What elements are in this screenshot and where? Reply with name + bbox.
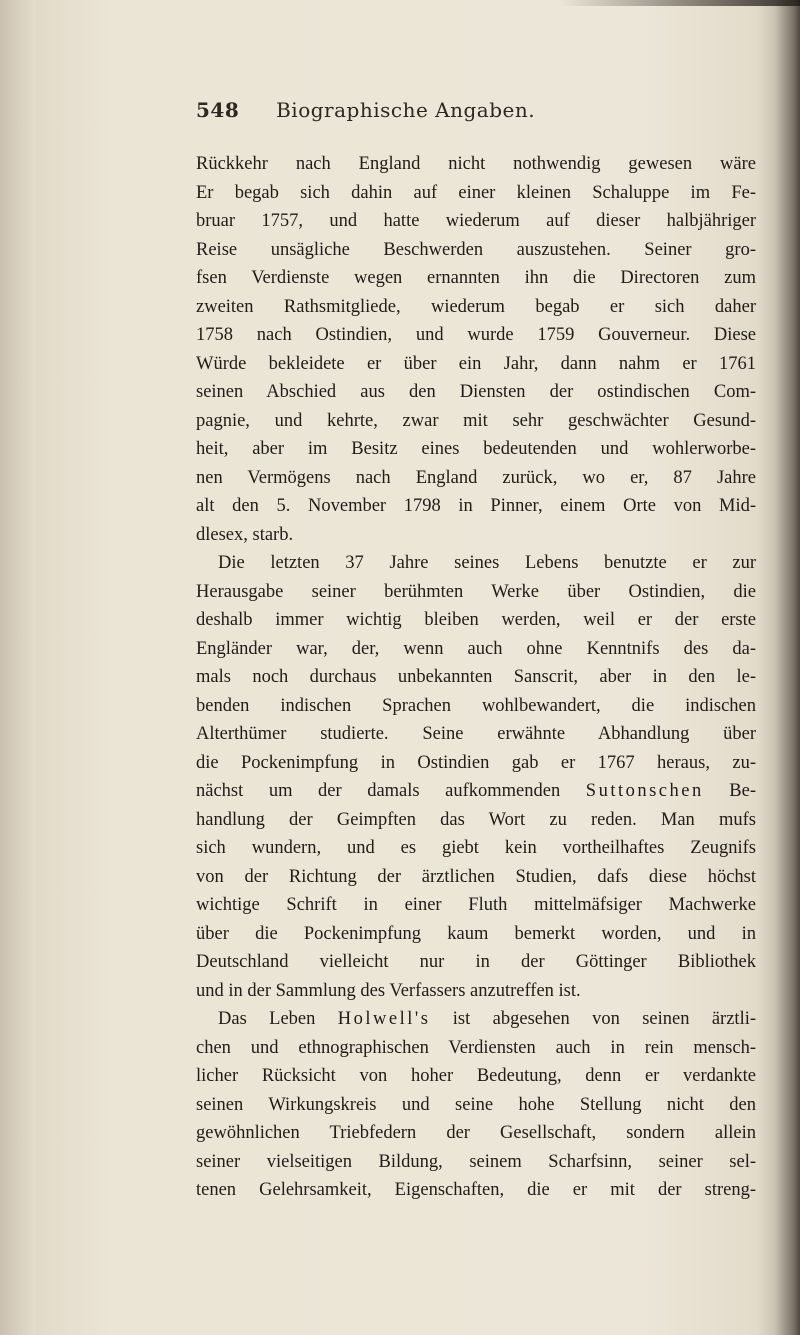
text-line: Rückkehr nach England nicht nothwendig gewesen wäre (196, 154, 756, 174)
text-segment: Das Leben (218, 1009, 316, 1029)
body-text (196, 150, 756, 1205)
text-line: seiner vielseitigen Bildung, seinem Scharfsinn, seiner sel- (196, 1151, 756, 1172)
text-line: über die Pockenimpfung kaum bemerkt worden, und in (196, 923, 756, 944)
text-line: Reise unsägliche Beschwerden auszustehen. Seiner gro- (196, 239, 756, 260)
text-line: tenen Gelehrsamkeit, Eigenschaften, die er mit der streng- (196, 1180, 756, 1200)
page-number: 548 (196, 98, 240, 122)
text-line: Er begab sich dahin auf einer kleinen Schaluppe im Fe- (196, 182, 756, 203)
text-segment: Be- (729, 781, 757, 801)
text-line: heit, aber im Besitz eines bedeutenden und wohlerworbe- (196, 439, 756, 459)
text-line: Die letzten 37 Jahre seines Lebens benutzte er zur (218, 553, 756, 573)
text-line: handlung der Geimpften das Wort zu reden. Man mufs (196, 809, 756, 830)
text-line: zweiten Rathsmitgliede, wiederum begab er sich daher (196, 296, 756, 317)
text-line: bruar 1757, und hatte wiederum auf dieser halbjähriger (196, 211, 756, 231)
text-line: seinen Abschied aus den Diensten der ostindischen Com- (196, 382, 756, 402)
text-line: benden indischen Sprachen wohlbewandert, die indischen (196, 695, 756, 716)
text-line: pagnie, und kehrte, zwar mit sehr geschwächter Gesund- (196, 410, 756, 431)
text-line: Deutschland vielleicht nur in der Göttinger Bibliothek (196, 952, 756, 972)
text-line: Herausgabe seiner berühmten Werke über Ostindien, die (196, 581, 756, 602)
text-line: und in der Sammlung des Verfassers anzutreffen ist. (196, 980, 581, 1001)
text-segment: nächst um der damals aufkommenden (196, 781, 561, 801)
text-line: chen und ethnographischen Verdiensten auch in rein mensch- (196, 1037, 756, 1058)
running-head (196, 98, 616, 122)
text-line: mals noch durchaus unbekannten Sanscrit, aber in den le- (196, 667, 756, 687)
page-header-title: Biographische Angaben. (276, 98, 536, 122)
text-line: dlesex, starb. (196, 524, 294, 545)
text-line: gewöhnlichen Triebfedern der Gesellschaft, sondern allein (196, 1123, 756, 1143)
text-line: deshalb immer wichtig bleiben werden, weil er der erste (196, 610, 756, 630)
text-line: fsen Verdienste wegen ernannten ihn die Directoren zum (196, 268, 756, 288)
text-line: sich wundern, und es giebt kein vortheilhaftes Zeugnifs (196, 838, 756, 858)
text-line: seinen Wirkungskreis und seine hohe Stellung nicht den (196, 1094, 756, 1115)
text-line: alt den 5. November 1798 in Pinner, einem Orte von Mid- (196, 496, 756, 516)
text-line: Würde bekleidete er über ein Jahr, dann nahm er 1761 (196, 353, 756, 374)
text-line: wichtige Schrift in einer Fluth mittelmäfsiger Machwerke (196, 895, 756, 915)
emphasized-name: Holwell's (337, 1009, 431, 1029)
emphasized-name: Suttonschen (585, 781, 704, 801)
text-line: Alterthümer studierte. Seine erwähnte Abhandlung über (196, 724, 756, 744)
text-line: 1758 nach Ostindien, und wurde 1759 Gouverneur. Diese (196, 325, 756, 345)
text-line: nen Vermögens nach England zurück, wo er, 87 Jahre (196, 467, 756, 488)
text-line: von der Richtung der ärztlichen Studien, dafs diese höchst (196, 866, 756, 887)
binding-fold-shadow (758, 0, 800, 1335)
text-line: die Pockenimpfung in Ostindien gab er 1767 heraus, zu- (196, 752, 756, 773)
text-line (196, 777, 756, 806)
text-line: Engländer war, der, wenn auch ohne Kenntnifs des da- (196, 638, 756, 659)
text-line (196, 1005, 756, 1034)
text-line: licher Rücksicht von hoher Bedeutung, denn er verdankte (196, 1066, 756, 1086)
page-gutter-shadow (0, 0, 36, 1335)
text-segment: ist abgesehen von seinen ärztli- (452, 1009, 757, 1029)
